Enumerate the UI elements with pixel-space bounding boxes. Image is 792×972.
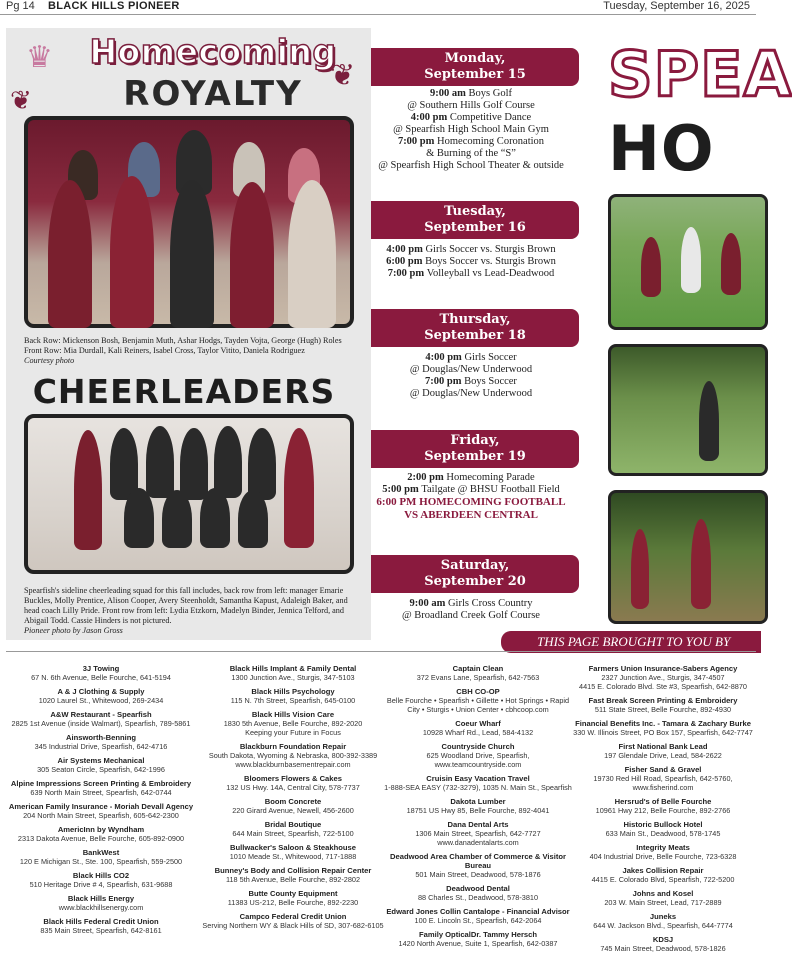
- newspaper-name: BLACK HILLS PIONEER: [48, 0, 180, 12]
- sponsor-name: Black Hills Vision Care: [251, 710, 335, 719]
- event-text: @ Spearfish High School Theater & outside: [378, 160, 564, 171]
- event-text: Girls Soccer vs. Sturgis Brown: [425, 244, 556, 255]
- sponsor-name: Cruisin Easy Vacation Travel: [426, 774, 530, 783]
- sponsor-detail: Keeping your Future in Focus: [245, 728, 341, 737]
- day-header-monday: Monday, September 15: [371, 48, 579, 86]
- golf-photo: [608, 344, 768, 476]
- event-text: Boys Soccer: [464, 376, 517, 387]
- events-thursday: [371, 352, 571, 400]
- sponsor-name: Alpine Impressions Screen Printing & Embroidery: [10, 779, 192, 788]
- sponsor-name: Boom Concrete: [264, 797, 322, 806]
- sponsor-entry: [383, 852, 573, 879]
- sponsor-detail: 633 Main St., Deadwood, 578-1745: [605, 829, 721, 838]
- sponsor-detail: 501 Main Street, Deadwood, 578-1876: [415, 870, 541, 879]
- event-line: [371, 472, 571, 484]
- sponsor-entry: [570, 797, 756, 815]
- sponsor-column-1: [6, 664, 196, 940]
- sponsor-name: Blackburn Foundation Repair: [239, 742, 347, 751]
- sponsor-entry: [6, 871, 196, 889]
- sponsor-name: Dana Dental Arts: [447, 820, 509, 829]
- event-time: 7:00 pm: [425, 376, 465, 387]
- sponsor-name: Bridal Boutique: [264, 820, 322, 829]
- sponsor-name: Hersrud's of Belle Fourche: [614, 797, 712, 806]
- divider: [6, 651, 756, 652]
- event-text: Volleyball vs Lead-Deadwood: [426, 268, 555, 279]
- sponsor-detail: 1300 Junction Ave., Sturgis, 347-5103: [231, 673, 355, 682]
- sponsor-detail: 305 Seaton Circle, Spearfish, 642-1996: [37, 765, 165, 774]
- sponsor-entry: [383, 797, 573, 815]
- day-header-thursday: Thursday, September 18: [371, 309, 579, 347]
- sponsor-detail: 120 E Michigan St., Ste. 100, Spearfish, 559-2500: [19, 857, 183, 866]
- sponsor-detail: 639 North Main Street, Spearfish, 642-0744: [30, 788, 172, 797]
- sponsor-name: Butte County Equipment: [248, 889, 338, 898]
- sponsor-detail: 1420 North Avenue, Suite 1, Spearfish, 642-0387: [398, 939, 558, 948]
- events-friday: [371, 472, 571, 522]
- sponsor-column-2: [198, 664, 388, 935]
- sponsor-detail: www.danadentalarts.com: [437, 838, 519, 847]
- event-line: [371, 610, 571, 622]
- sponsor-name: Campco Federal Credit Union: [239, 912, 347, 921]
- homecoming-title: Homecoming: [89, 32, 337, 71]
- royalty-title: ROYALTY: [123, 74, 303, 114]
- sponsor-name: Deadwood Area Chamber of Commerce & Visitor Bureau: [390, 852, 566, 870]
- event-line: [371, 598, 571, 610]
- event-text: Boys Soccer vs. Sturgis Brown: [425, 256, 556, 267]
- sponsor-entry: [6, 687, 196, 705]
- sponsor-name: Juneks: [649, 912, 677, 921]
- sponsor-name: Air Systems Mechanical: [57, 756, 145, 765]
- sponsor-name: First National Bank Lead: [618, 742, 708, 751]
- royalty-photo: [24, 116, 354, 328]
- sponsor-name: Black Hills Federal Credit Union: [43, 917, 159, 926]
- sponsor-entry: [383, 907, 573, 925]
- sponsor-name: 3J Towing: [82, 664, 120, 673]
- event-text: @ Douglas/New Underwood: [409, 364, 533, 375]
- sponsor-detail: 220 Girard Avenue, Newell, 456-2600: [232, 806, 354, 815]
- event-time: 4:00 pm: [410, 112, 450, 123]
- sponsor-entry: [570, 866, 756, 884]
- sponsor-entry: [198, 912, 388, 930]
- sponsor-detail: 511 State Street, Belle Fourche, 892-4930: [594, 705, 732, 714]
- sponsor-name: Farmers Union Insurance-Sabers Agency: [588, 664, 738, 673]
- sponsor-entry: [198, 797, 388, 815]
- sponsor-name: Bunney's Body and Collision Repair Center: [214, 866, 372, 875]
- sponsor-entry: [570, 843, 756, 861]
- sponsor-name: CBH CO-OP: [456, 687, 500, 696]
- sponsor-entry: [6, 917, 196, 935]
- event-text: @ Southern Hills Golf Course: [407, 100, 535, 111]
- sponsor-name: Integrity Meats: [636, 843, 690, 852]
- sponsor-entry: [198, 866, 388, 884]
- cheerleaders-photo: [24, 414, 354, 574]
- event-time: 9:00 am: [430, 88, 469, 99]
- event-line: [371, 124, 571, 136]
- royalty-caption: [24, 336, 364, 366]
- sponsor-detail: 330 W. Illinois Street, PO Box 157, Spearfish, 642-7747: [573, 728, 753, 737]
- sponsor-name: Edward Jones Collin Cantalope - Financial Advisor: [386, 907, 570, 916]
- sponsor-banner: THIS PAGE BROUGHT TO YOU BY: [501, 631, 761, 653]
- event-line: [371, 388, 571, 400]
- event-time: 5:00 pm: [382, 484, 422, 495]
- sponsor-name: Fisher Sand & Gravel: [624, 765, 702, 774]
- event-line: [371, 256, 571, 268]
- event-line: 6:00 PM HOMECOMING FOOTBALL: [376, 496, 566, 508]
- sponsor-entry: [198, 820, 388, 838]
- sponsor-entry: [198, 664, 388, 682]
- sponsor-entry: [383, 884, 573, 902]
- sponsor-detail: 115 N. 7th Street, Spearfish, 645-0100: [230, 696, 356, 705]
- event-text: Competitive Dance: [449, 112, 532, 123]
- sponsor-entry: [383, 687, 573, 714]
- sponsor-entry: [570, 912, 756, 930]
- sponsor-name: Bullwacker's Saloon & Steakhouse: [230, 843, 356, 852]
- caption-front-row: Front Row: Mia Durdall, Kali Reiners, Isabel Cross, Taylor Vitito, Daniela Rodriguez: [24, 346, 305, 355]
- sponsor-detail: 625 Woodland Drive, Spearfish, www.teamcountryside.com: [426, 751, 530, 769]
- crown-icon: ♛: [26, 40, 53, 75]
- sponsor-detail: 11383 US-212, Belle Fourche, 892-2230: [227, 898, 359, 907]
- sponsor-entry: [570, 719, 756, 737]
- sponsor-detail: 118 5th Avenue, Belle Fourche, 892-2802: [225, 875, 360, 884]
- photo-credit: Courtesy photo: [24, 356, 75, 365]
- sponsor-detail: 1-888-SEA EASY (732-3279), 1035 N. Main St., Spearfish: [384, 783, 572, 792]
- event-line: [371, 136, 571, 148]
- sponsor-entry: [383, 719, 573, 737]
- sponsor-entry: [570, 820, 756, 838]
- sponsor-detail: 2313 Dakota Avenue, Belle Fourche, 605-892-0900: [17, 834, 185, 843]
- sponsor-detail: Serving Northern WY & Black Hills of SD, 307-682-6105: [202, 921, 384, 930]
- sponsor-detail: 67 N. 6th Avenue, Belle Fourche, 641-5194: [31, 673, 171, 682]
- issue-date: Tuesday, September 16, 2025: [603, 0, 750, 12]
- sponsor-entry: [198, 889, 388, 907]
- event-time: 7:00 pm: [387, 268, 427, 279]
- soccer-photo: [608, 194, 768, 330]
- sponsor-entry: [6, 802, 196, 820]
- sponsor-detail: 345 Industrial Drive, Spearfish, 642-4716: [34, 742, 168, 751]
- events-saturday: [371, 598, 571, 622]
- sponsor-entry: [6, 825, 196, 843]
- event-text: @ Spearfish High School Main Gym: [393, 124, 549, 135]
- event-text: Girls Cross Country: [447, 598, 533, 609]
- sponsor-entry: [198, 742, 388, 769]
- photo-panel: [6, 28, 371, 640]
- sponsor-name: BankWest: [82, 848, 120, 857]
- sponsor-entry: [383, 930, 573, 948]
- event-text: Tailgate @ BHSU Football Field: [421, 484, 560, 495]
- sponsor-entry: [383, 742, 573, 769]
- event-text: Girls Soccer: [464, 352, 517, 363]
- sponsor-detail: 197 Glendale Drive, Lead, 584-2622: [604, 751, 722, 760]
- sponsor-name: Jakes Collision Repair: [622, 866, 704, 875]
- event-line: [371, 352, 571, 364]
- photo-credit: Pioneer photo by Jason Gross: [24, 626, 123, 635]
- sponsor-name: Coeur Wharf: [455, 719, 501, 728]
- sponsor-detail: 10961 Hwy 212, Belle Fourche, 892-2766: [595, 806, 731, 815]
- event-line: VS ABERDEEN CENTRAL: [404, 509, 538, 521]
- event-time: 6:00 pm: [386, 256, 426, 267]
- event-time: 2:00 pm: [407, 472, 447, 483]
- sponsor-entry: [198, 710, 388, 737]
- sponsor-detail: 19730 Red Hill Road, Spearfish, 642-5760, www.fisherind.com: [593, 774, 733, 792]
- sponsor-entry: [6, 664, 196, 682]
- sponsor-detail: 203 W. Main Street, Lead, 717-2889: [604, 898, 722, 907]
- sponsor-detail: 1010 Meade St., Whitewood, 717-1888: [229, 852, 357, 861]
- sponsor-column-4: [570, 664, 756, 958]
- event-line: [371, 364, 571, 376]
- day-header-friday: Friday, September 19: [371, 430, 579, 468]
- sponsor-detail: 2327 Junction Ave., Sturgis, 347-4507: [601, 673, 725, 682]
- sponsor-name: Johns and Kosel: [632, 889, 694, 898]
- sponsor-entry: [570, 765, 756, 792]
- sponsor-entry: [198, 843, 388, 861]
- sponsor-entry: [570, 664, 756, 691]
- cheerleaders-title: CHEERLEADERS: [32, 372, 336, 411]
- sponsor-detail: www.blackburnbasementrepair.com: [235, 760, 351, 769]
- homecoming-title-right: HO: [608, 112, 715, 185]
- event-time: 4:00 pm: [425, 352, 465, 363]
- sponsor-detail: 100 E. Lincoln St., Spearfish, 642-2064: [414, 916, 542, 925]
- event-line: [371, 148, 571, 160]
- sponsor-entry: [198, 774, 388, 792]
- sponsor-name: Fast Break Screen Printing & Embroidery: [588, 696, 738, 705]
- event-line: [371, 88, 571, 100]
- sponsor-detail: 644 W. Jackson Blvd., Spearfish, 644-7774: [593, 921, 733, 930]
- sponsor-name: Dakota Lumber: [450, 797, 506, 806]
- event-time: 9:00 am: [409, 598, 448, 609]
- sponsor-detail: South Dakota, Wyoming & Nebraska, 800-392-3389: [208, 751, 378, 760]
- sponsor-entry: [6, 756, 196, 774]
- sponsor-name: A & J Clothing & Supply: [57, 687, 145, 696]
- sponsor-detail: 1020 Laurel St., Whitewood, 269-2434: [38, 696, 164, 705]
- event-line: [371, 244, 571, 256]
- sponsor-name: Financial Benefits Inc. - Tamara & Zachary Burke: [575, 719, 751, 728]
- sponsor-name: Black Hills CO2: [72, 871, 130, 880]
- sponsor-detail: 404 Industrial Drive, Belle Fourche, 723-6328: [589, 852, 737, 861]
- sponsor-entry: [6, 894, 196, 912]
- sponsor-name: Black Hills Implant & Family Dental: [229, 664, 357, 673]
- event-text: @ Douglas/New Underwood: [409, 388, 533, 399]
- sponsor-detail: 2825 1st Avenue (inside Walmart), Spearfish, 789-5861: [11, 719, 191, 728]
- sponsor-entry: [383, 820, 573, 847]
- sponsor-entry: [198, 687, 388, 705]
- sponsor-detail: 835 Main Street, Spearfish, 642-8161: [40, 926, 162, 935]
- sponsor-detail: 4415 E. Colorado Blvd. Ste #3, Spearfish, 642-8870: [579, 682, 747, 691]
- event-line: [371, 484, 571, 496]
- sponsor-name: Ainsworth-Benning: [65, 733, 137, 742]
- sponsor-entry: [383, 664, 573, 682]
- events-tuesday: [371, 244, 571, 280]
- event-text: @ Broadland Creek Golf Course: [402, 610, 540, 621]
- sponsor-detail: 204 North Main Street, Spearfish, 605-642-2300: [23, 811, 179, 820]
- spearfish-title: SPEA: [608, 38, 792, 111]
- sponsor-column-3: [383, 664, 573, 953]
- sponsor-detail: City • Sturgis • Union Center • cbhcoop.com: [407, 705, 549, 714]
- event-text: Boys Golf: [468, 88, 512, 99]
- event-line: [371, 268, 571, 280]
- sponsor-entry: [570, 696, 756, 714]
- sponsor-entry: [570, 889, 756, 907]
- event-line: [371, 376, 571, 388]
- sponsor-detail: www.blackhillsenergy.com: [58, 903, 144, 912]
- sponsor-detail: 18751 US Hwy 85, Belle Fourche, 892-4041: [406, 806, 550, 815]
- event-line: [371, 112, 571, 124]
- sponsor-detail: 1830 5th Avenue, Belle Fourche, 892-2020: [223, 719, 363, 728]
- sponsor-detail: 510 Heritage Drive # 4, Spearfish, 631-9688: [29, 880, 173, 889]
- sponsor-entry: [6, 710, 196, 728]
- sponsor-name: American Family Insurance - Moriah Devall Agency: [8, 802, 194, 811]
- sponsor-detail: 10928 Wharf Rd., Lead, 584-4132: [422, 728, 534, 737]
- sponsor-name: Family OpticalDr. Tammy Hersch: [418, 930, 538, 939]
- swirl-ornament-icon: ❦: [10, 86, 32, 116]
- sponsor-entry: [6, 779, 196, 797]
- sponsor-detail: 372 Evans Lane, Spearfish, 642-7563: [416, 673, 540, 682]
- page-number: Pg 14: [6, 0, 35, 12]
- sponsor-detail: 132 US Hwy. 14A, Central City, 578-7737: [226, 783, 360, 792]
- caption-back-row: Back Row: Mickenson Bosh, Benjamin Muth, Ashar Hodgs, Tayden Vojta, George (Hugh) Roles: [24, 336, 342, 345]
- sponsor-detail: Belle Fourche • Spearfish • Gillette • Hot Springs • Rapid: [386, 696, 570, 705]
- sponsor-name: Historic Bullock Hotel: [623, 820, 703, 829]
- sponsor-detail: 88 Charles St., Deadwood, 578-3810: [417, 893, 539, 902]
- sponsor-name: Captain Clean: [452, 664, 504, 673]
- swirl-ornament-icon: ❦: [330, 58, 356, 93]
- sponsor-name: A&W Restaurant - Spearfish: [50, 710, 152, 719]
- events-monday: [371, 88, 571, 172]
- event-time: 4:00 pm: [386, 244, 426, 255]
- sponsor-entry: [383, 774, 573, 792]
- day-header-tuesday: Tuesday, September 16: [371, 201, 579, 239]
- sponsor-detail: 4415 E. Colorado Blvd, Spearfish, 722-5200: [591, 875, 735, 884]
- event-text: & Burning of the “S”: [426, 148, 516, 159]
- event-line: [371, 100, 571, 112]
- sponsor-name: Black Hills Energy: [67, 894, 135, 903]
- sponsor-name: Bloomers Flowers & Cakes: [244, 774, 342, 783]
- sponsor-name: KDSJ: [652, 935, 674, 944]
- sponsor-name: AmericInn by Wyndham: [57, 825, 145, 834]
- sponsor-entry: [6, 848, 196, 866]
- sponsor-name: Deadwood Dental: [446, 884, 510, 893]
- cheerleaders-caption: [24, 586, 364, 636]
- sponsor-name: Countryside Church: [441, 742, 515, 751]
- sponsor-entry: [570, 742, 756, 760]
- event-text: Homecoming Coronation: [437, 136, 545, 147]
- day-header-saturday: Saturday, September 20: [371, 555, 579, 593]
- event-line: [371, 160, 571, 172]
- sponsor-entry: [570, 935, 756, 953]
- sponsor-entry: [6, 733, 196, 751]
- sponsor-detail: 745 Main Street, Deadwood, 578-1826: [600, 944, 726, 953]
- sponsor-detail: 644 Main Street, Spearfish, 722-5100: [232, 829, 354, 838]
- page-header: [0, 0, 756, 15]
- cross-country-photo: [608, 490, 768, 624]
- cheer-caption-text: Spearfish's sideline cheerleading squad for this fall includes, back row from left: manager Emarie Buckles, Molly Prentice, Alison Cooper, Avery Steenholdt, Samantha Kapust, Adaleigh Baker, and head coach Lilly Pride. Front row from left: Lydia Etzkorn, Madelyn Binder, Jennica Telford, and Abigail Todd. Cassie Hinders is not pictured.: [24, 586, 348, 625]
- sponsor-detail: 1306 Main Street, Spearfish, 642-7727: [415, 829, 541, 838]
- sponsor-name: Black Hills Psychology: [251, 687, 335, 696]
- event-text: Homecoming Parade: [446, 472, 535, 483]
- event-time: 7:00 pm: [397, 136, 438, 147]
